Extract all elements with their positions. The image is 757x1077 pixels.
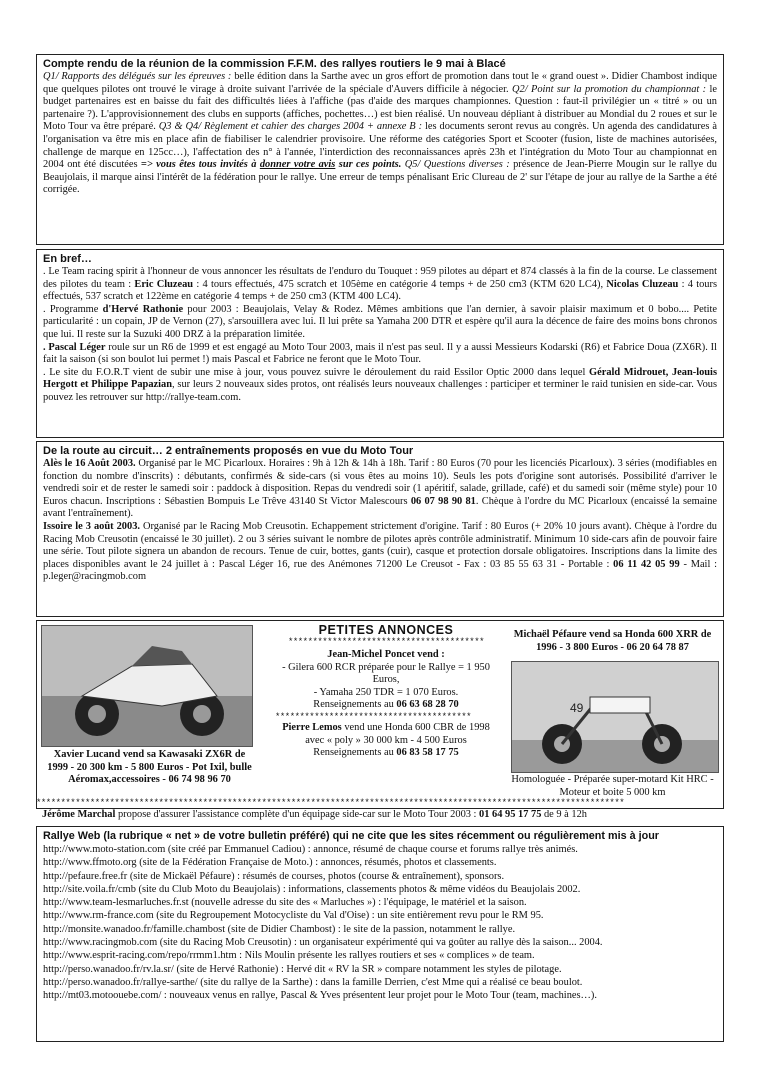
classifieds-middle [275, 623, 497, 760]
news-names-raid: Gérald Midrouet, Jean-louis Hergott et Philippe Papazian [43, 366, 717, 391]
training-title: De la route au circuit… 2 entraînements proposés en vue du Moto Tour [43, 445, 414, 457]
web-link-line[interactable]: http://perso.wanadoo.fr/rv.la.sr/ (site de Hervé Rathonie) : Hervé dit « RV la SR » compare notamment les styles de pilotage. [43, 963, 562, 975]
news-p3-text: roule sur un R6 de 1999 et est engagé au Moto Tour 2003, mais il n'est pas seul. Il y a aussi Messieurs Kodarski (R6) et Fabrice Doua (ZX6R). Il fait la saison (si son boulot lui permet !) mais Pascal et Fabrice ne feront que le Moto Tour. [43, 341, 717, 366]
news-name-herve: d'Hervé Rathonie [102, 303, 184, 315]
kawasaki-caption [47, 749, 252, 787]
q3-link: donner votre avis [259, 159, 336, 171]
news-item-pascal [43, 342, 717, 367]
kawasaki-text: Xavier Lucand vend sa Kawasaki ZX6R de 1999 - 20 300 km - 5 800 Euros - Pot Ixil, bulle Aéromax,accessoires - [47, 749, 252, 786]
ad-pefaure-title [505, 629, 720, 654]
web-link-line[interactable]: http://monsite.wanadoo.fr/famille.chambost (site de Didier Chambost) : le site de la passion, notamment le rallye. [43, 923, 516, 935]
news-name-eric: Eric Cluzeau [134, 278, 194, 290]
news-name-nicolas: Nicolas Cluzeau [606, 278, 679, 290]
issoire-mail: - Mail : p.leger@racingmob.com [43, 558, 718, 583]
kawasaki-photo [41, 625, 253, 747]
classifieds-divider: **************************************** [275, 711, 472, 722]
enduro-bike-photo-icon [512, 662, 718, 772]
kawasaki-phone: 06 74 98 96 70 [168, 774, 231, 786]
ad-lemos [275, 722, 497, 760]
ad-poncet-yamaha: - Yamaha 250 TDR = 1 070 Euros. [313, 686, 459, 698]
web-link-line[interactable]: http://mt03.motoouebe.com/ : nouveaux venus en rallye, Pascal & Yves présentent leur projet pour le Moto Tour (team, machines…). [43, 990, 597, 1002]
classifieds-stars: **************************************** [287, 637, 485, 647]
q3-end: sur ces points. [335, 159, 402, 171]
classifieds-box [36, 620, 724, 809]
news-p1-end: : 4 tours effectués, 537 scratch et 122ème en catégorie 4 temps + de 250 cm3 (KTM 400 LC4). [43, 278, 717, 303]
issoire-phone: 06 11 42 05 99 [613, 558, 680, 570]
ad-poncet-info: Renseignements au [313, 699, 397, 711]
q3-text: les documents seront revus au congrès. Un agenda des candidatures à l'organisation va être mis en place afin de fiabiliser le calendrier provisoire. Une réforme des catégories Sport et Scooter (fusion, liste de machines autorisées, challenge de marque en 125cc…), l'affectation des n° à l'année, l'interdiction des reconnaissances après 23h et l'intégration du Moto Tour au championnat en 2004 ont été discutées [43, 121, 717, 171]
web-link-line[interactable]: http://pefaure.free.fr (site de Mickaël Péfaure) : résumés de courses, photos (course & entraînement), sponsors. [43, 870, 505, 882]
ad-marchal-phone: 01 64 95 17 75 [479, 809, 542, 820]
web-link-line[interactable]: http://www.rm-france.com (site du Regroupement Motocycliste du Val d'Oise) : un site entièrement revu pour le RM 95. [43, 910, 544, 922]
stars-b: **************************************** [232, 798, 429, 808]
ad-poncet-gilera: - Gilera 600 RCR préparée pour le Rallye = 1 950 Euros, [282, 661, 490, 686]
stars-c: **************************************** [428, 798, 625, 808]
issoire-label: Issoire le 3 août 2003. [43, 520, 140, 532]
q2-text: le budget partenaires est en baisse du fait des difficultés liées à l'affiche (pas d'aide des marques championnes. Question : faut-il privilégier un « titré » ou un partenaire ?). L'approvisionnement des clubs en supports (affiches, pochettes…) est bien réalisé. Un nouveau dépliant à distribuer au Mondial du 2 roues et sur le Moto Tour va être préparé. [43, 83, 717, 133]
q1-text: belle édition dans la Sarthe avec un gros effort de promotion dans tout le « grand ouest ». Didier Chambost indique que quelques pilotes ont trouvé le virage à droite suivant l'arrivée de la spéciale d'Auvers difficile à négocier. [43, 71, 717, 95]
news-box [36, 249, 724, 438]
ad-marchal-name: Jérôme Marchal [42, 809, 116, 820]
news-p4-end: , sur leurs 2 nouveaux sides protos, ont réalisés leurs nouveaux challenges : participer et terminer le raid tunisien en side-car. Vous pouvez les retrouver sur http://rallye-team.com. [43, 379, 717, 403]
ales-phone: 06 07 98 90 81 [410, 495, 476, 507]
ad-pefaure-caption-text: Homologuée - Préparée super-motard Kit HRC - Moteur et boite 5 000 km [511, 774, 714, 798]
ad-poncet-name: Jean-Michel Poncet vend : [327, 649, 445, 660]
web-link-line[interactable]: http://site.voila.fr/cmb (site du Club Moto du Beaujolais) : informations, classements photos & même vidéos du Beaujolais 2002. [43, 883, 581, 895]
stars-a: **************************************** [36, 798, 233, 808]
news-item-touquet [43, 266, 717, 304]
training-issoire [43, 521, 717, 584]
honda-xr-photo [511, 661, 719, 773]
training-ales [43, 458, 717, 521]
training-box [36, 441, 724, 617]
web-link-line[interactable]: http://perso.wanadoo.fr/rallye-sarthe/ (site du rallye de la Sarthe) : dans la famille Derrien, c'est Mme qui a réalisé ce beau boulot. [43, 976, 583, 988]
q2-label: Q2/ Point sur la promotion du championnat : [512, 83, 707, 95]
web-link-line[interactable]: http://www.esprit-racing.com/repo/rrmm1.htm : Nils Moulin présente les rallyes routiers et ses « complices » de team. [43, 950, 535, 962]
news-p1: . Le Team racing spirit à l'honneur de vous annoncer les résultats de l'enduro du Touquet : 959 pilotes au départ et 874 classés à la fin de la course. Le classement des pilotes du team : [43, 266, 717, 290]
rallye-web-title: Rallye Web (la rubrique « net » de votre bulletin préféré) qui ne cite que les sites récemment ou régulièrement mis à jour [43, 830, 659, 842]
news-item-herve [43, 304, 717, 342]
motorbike-photo-icon [42, 626, 252, 746]
web-link-line[interactable]: http://www.team-lesmarluches.fr.st (nouvelle adresse du site des « Marluches ») : l'équipage, le matériel et la saison. [43, 897, 527, 909]
news-item-fort [43, 367, 717, 405]
ad-marchal-end: de 9 à 12h [541, 809, 587, 820]
news-p4-text: . Le site du F.O.R.T vient de subir une mise à jour, vous pouvez suivre le déroulement du raid Essilor Optic 2000 dans lequel [43, 366, 590, 378]
svg-text:49: 49 [570, 701, 584, 715]
q3-arrow: => vous êtes tous invités à [137, 159, 260, 171]
web-link-line[interactable]: http://www.ffmoto.org (site de la Fédération Française de Moto.) : annonces, résumés, photos et classements. [43, 857, 497, 869]
q3-label: Q3 & Q4/ Règlement et cahier des charges 2004 + annexe B : [158, 121, 423, 133]
news-name-pascal: . Pascal Léger [43, 341, 106, 353]
ad-pefaure-text: Michaël Péfaure vend sa Honda 600 XRR de 1996 - 3 800 Euros - [513, 629, 712, 653]
ad-poncet [275, 649, 497, 712]
meeting-report-box [36, 54, 724, 245]
ad-marchal [42, 809, 722, 822]
web-link-line[interactable]: http://www.racingmob.com (site du Racing Mob Creusotin) : un organisateur expérimenté qui va goûter au rallye dès la saison... 2004. [43, 937, 603, 949]
ad-poncet-phone: 06 63 68 28 70 [396, 699, 459, 711]
ad-lemos-text: vend une Honda 600 CBR de 1998 avec « poly » 30 000 km - 4 500 Euros Renseignements au [305, 721, 490, 759]
classifieds-bottom-stars [36, 798, 724, 808]
ales-label: Alès le 16 Août 2003. [43, 458, 136, 469]
ales-text: Organisé par le MC Picarloux. Horaires : 9h à 12h & 14h à 18h. Tarif : 80 Euros (70 pour les licenciés Picarloux). 3 séries (modifiables en fonction du nombre d'inscrits) : débutants, confirmés & side-cars (si vous êtes au moins 10). Seuls les pots d'origine sont autorisés. Possibilité d'arriver le vendredi soir et de rester le samedi soir : paddock à disposition. Repas du vendredi soir (1 apéritif, salade, grillade, café) et du samedi soir (même style) pour 10 Euros chacun. Inscriptions : Sébastien Bompuis Le Trêve 43140 St Victor Malescours [43, 458, 717, 507]
ad-marchal-text: propose d'assurer l'assistance complète d'un équipage side-car sur le Moto Tour 2003 : [115, 809, 480, 820]
news-p1-mid: : 4 tours effectués, 475 scratch et 105ème en catégorie 4 temps + de 250 cm3 (KTM 620 LC4), [193, 278, 607, 290]
issoire-text: Organisé par le Racing Mob Creusotin. Echappement strictement d'origine. Tarif : 80 Euros (+ 20% 10 jours avant). Chèque à l'ordre du Racing Mob Creusotin (encaissé le 30 juillet). 2 ou 3 séries suivant le nombre de pilotes après contrôle administratif. Minimum 10 side-cars afin de pouvoir faire une série. Tout pilote signera un abandon de recours. Tenue de cuir, bottes, gants (cuir), casque et protection dorsale obligatoires. Inscriptions dans la limite des places disponibles avant le 24 juillet à : Pascal Léger 16, rue des Anémones 71200 Le Creusot - Fax : 03 85 55 63 31 - Portable : [43, 520, 717, 570]
ad-pefaure-phone: 06 20 64 78 87 [626, 641, 689, 653]
ales-end: . Chèque à l'ordre du MC Picarloux (encaissé la semaine avant l'entraînement). [43, 495, 718, 520]
classifieds-title: PETITES ANNONCES [318, 623, 454, 637]
news-p2-text: pour 2003 : Beaujolais, Velay & Rodez. Mêmes ambitions que l'an dernier, à savoir plaisir maximum et 0 bobo.... Petite particularité : un copain, JP de Vernon (27), s'arsouillera avec lui. Il lui prête sa Yamaha 200 DTR et espère qu'il aura la décence de faire des moins bons chronos que lui. Il reste sur la Suzuki 400 DRZ à la préparation limitée. [43, 303, 717, 340]
meeting-report-title: Compte rendu de la réunion de la commission F.F.M. des rallyes routiers le 9 mai à Blacé [43, 58, 506, 70]
rallye-web-list [43, 843, 717, 1003]
news-p2-start: . Programme [43, 303, 103, 315]
ad-pefaure-caption [505, 774, 720, 799]
q5-text: présence de Jean-Pierre Mougin sur le rallye du Beaujolais, il marque ainsi l'intérêt de la fédération pour le rallye. Une erreur de temps pénalisant Eric Clureau de 2' sur l'étape de jour au rallye de la Sarthe a été corrigée. [43, 159, 717, 196]
rallye-web-box [36, 826, 724, 1042]
q5-label: Q5/ Questions diverses : [404, 159, 510, 171]
q1-label: Q1/ Rapports des délégués sur les épreuves : [43, 71, 232, 82]
news-title: En bref… [43, 253, 92, 265]
ad-lemos-phone: 06 83 58 17 75 [396, 747, 459, 759]
meeting-report-body [43, 71, 717, 197]
ad-lemos-name: Pierre Lemos [282, 721, 342, 733]
web-link-line[interactable]: http://www.moto-station.com (site créé par Emmanuel Cadiou) : annonce, résumé de chaque course et forums rallye très animés. [43, 844, 578, 855]
